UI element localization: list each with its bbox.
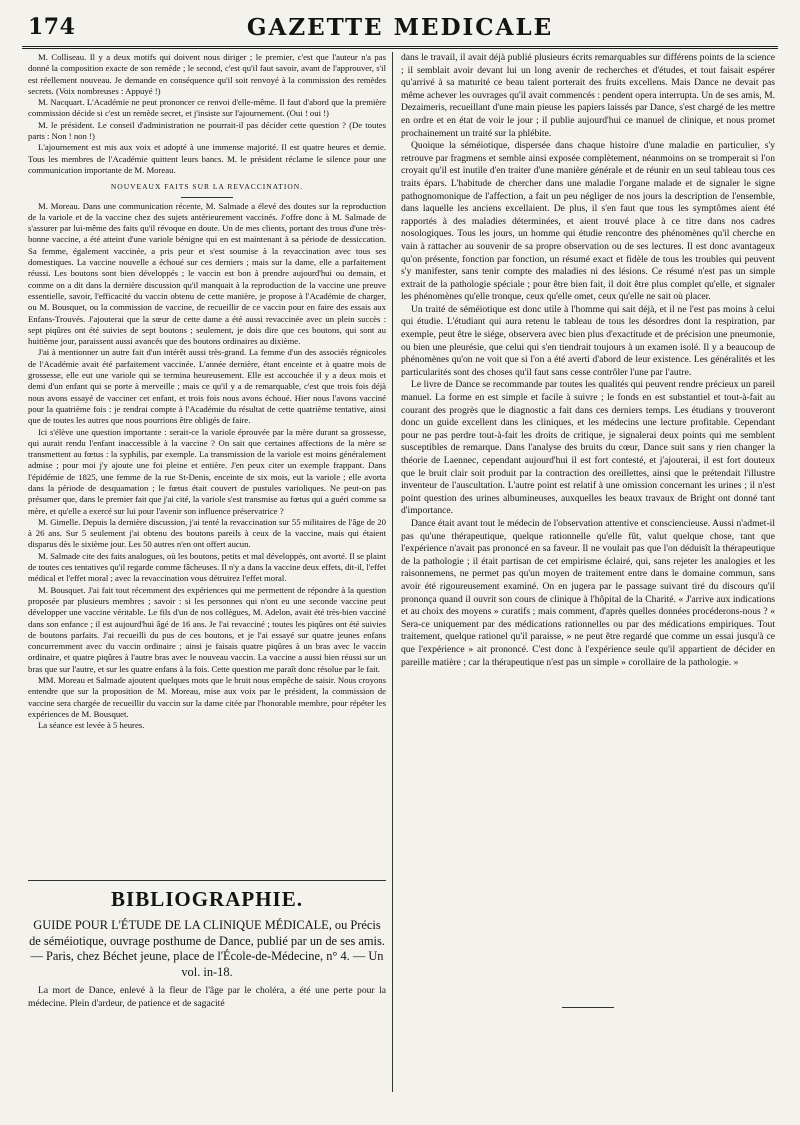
paragraph: M. Bousquet. J'ai fait tout récemment des expériences qui me permettent de répondre à la question proposée par plusieurs membres ; savoir : si les personnes qui n'ont eu une seconde vaccine peut développer une vaccine véritable. Le fils d'un de nos collègues, M. Adelon, avait été très-bien vacciné dans son enfance ; il est aujourd'hui âgé de 16 ans. Je l'ai revacciné ; toutes les piqûres ont été suivies de boutons parfaits. J'ai recueilli du pus de ces boutons, et je l'ai essayé sur quatre jeunes enfans concurremment avec du vaccin ordinaire ; ainsi je faisais quatre piqûres à un bras avec le vaccin ordinaire, et quatre piqûres à l'autre bras avec le nouveau vaccin. La vaccine a aussi bien réussi sur un bras que sur l'autre, et sur les quatre enfans à la fois. Cette question me paraît donc résolue par le fait. [28,584,386,674]
paragraph: La séance est levée à 5 heures. [38,720,145,731]
page-header [28,14,772,42]
paragraph: M. le président. Le conseil d'administration ne pourrait-il pas décider cette question ? (De toutes parts : Non ! non !) [28,119,386,142]
subheading-rule [181,197,233,198]
paragraph: M. Moreau. Dans une communication récente, M. Salmade a élevé des doutes sur la reproduction de la variole et de la vaccine chez des sujets antérieurement vaccinés. J'offre donc à M. Salmade de s'assurer par lui-même des faits qu'il révoque en doute. Un de mes clients, portant des trous d'une très-bonne vaccine, a été atteint d'une variole bénigne qui en est maintenant à sa période de dessiccation. Sa femme, également vaccinée, a pris peur et s'est soumise à la revaccination avec tous ses domestiques. La vaccine nouvelle a échoué sur ces derniers ; mais sur la dame, elle a parfaitement réussi. Les boutons sont bien développés ; le vaccin est bon à prendre aujourd'hui ou demain, et comme on a dit dans la dernière discussion qu'il manquait à la reproduction de la vaccine une preuve essentielle, savoir, l'efficacité du vaccin obtenu de cette manière, je propose à l'Académie de charger, ou M. Bousquet, ou la commission de vaccine, de recueillir de ce vaccin pour en faire des essais aux Enfans-Trouvés. J'ajouterai que la sœur de cette dame a été aussi revaccinée avec un plein succès : sept piqûres ont été suivies de sept boutons ; seulement, je dois dire que ces boutons, qui sont au huitième jour, paraissent aussi avancés que des boutons ordinaires au dixième. [28,200,386,347]
section-subheading: NOUVEAUX FAITS SUR LA REVACCINATION. [110,182,304,192]
paragraph: dans le travail, il avait déjà publié plusieurs écrits remarquables sur différens points de la science ; il semblait avoir devant lui un long avenir de recherches et d'études, et tout faisait espérer qu'arrivé à sa maturité ce beau talent porterait des fruits excellens. Mais Dance ne devait pas même achever les ouvrages qu'il avait commencés : pendent opera interrupta. Un de ses amis, M. Dezaimeris, recueillant d'une main pieuse les papiers laissés par Dance, s'est chargé de les mettre en ordre et en état de voir le jour ; il publie aujourd'hui ce manuel de clinique, et nous promet prochainement un traité sur la phlébite. [401,52,775,139]
paragraph: Un traité de séméiotique est donc utile à l'homme qui sait déjà, et il ne l'est pas moins à celui qui étudie. L'étudiant qui aura retenu le tableau de tous les désordres dont la respiration, par exemple, peut être le siége, observera avec bien plus d'exactitude et de précision une pneumonie, ou bien une pleurésie, que celui qui s'en tiendrait toujours à un examen isolé. Il y a beaucoup de phénomènes qu'on ne voit que si l'on a été averti d'abord de leur existence. Les généralités et les particularités sont des choses qu'il faut sans cesse contrôler l'une par l'autre. [401,303,775,378]
masthead-title: GAZETTE MEDICALE [246,14,554,41]
column-divider [392,52,393,1092]
section-divider [28,880,386,881]
paragraph: M. Nacquart. L'Académie ne peut prononcer ce renvoi d'elle-même. Il faut d'abord que la première commission décide si c'est un remède secret, et j'insiste sur l'ajournement. (Oui ! oui !) [28,97,386,119]
paragraph: Quoique la séméiotique, dispersée dans chaque histoire d'une maladie en particulier, s'y retrouve par fragmens et semble ainsi exposée complètement, néanmoins on se tromperait si l'on croyait qu'il est inutile d'en traiter d'une manière générale et de réunir en un seul tableau tous ces traits épars. L'habitude de chercher dans une maladie l'organe malade et de signaler le signe pathognomonique de l'affection, a fait un peu négliger de nos jours la description de l'ensemble, dans laquelle les anciens excellaient. De plus, il s'en faut que tous les symptômes aient été rapportés à des maladies déterminées, et aient trouvé place à ce titre dans nos cadres nosologiques. Tous les jours, un homme qui étudie rencontre des phénomènes qu'il cherche en vain à rattacher au souvenir de sa propre observation ou de ses lectures. Il est donc avantageux qu'on présente, fonction par fonction, un résumé exact et fidèle de tous les troubles qui peuvent s'y manifester, sans tenir compte des maladies ni des lésions. Ce résumé n'est pas un simple extrait de la pathologie spéciale ; pour être bien fait, il doit être plus complet qu'elle, et signaler les phénomènes qu'elle tronque, ceux qu'elle omet, ceux qu'elle ne sait où placer. [401,140,775,303]
bibliography-heading: BIBLIOGRAPHIE. [111,887,303,911]
paragraph: L'ajournement est mis aux voix et adopté à une immense majorité. Il est quatre heures et demie. Tous les membres de l'Académie quittent leurs bancs. M. le président réclame le silence pour une communication importante de M. Moreau. [28,142,386,175]
paragraph: Dance était avant tout le médecin de l'observation attentive et consciencieuse. Aussi n'admet-il pas qu'une thérapeutique, quelque rationnelle qu'elle fût, valut quelque chose, tant que l'expérience n'avait pas prononcé en sa faveur. Il ne voulait pas que l'on déduisît la thérapeutique de la pathologie ; il était partisan de cet empirisme éclairé, qui, sans rejeter les analogies et les raisonnemens, ne permet pas qu'un moyen de traitement entre dans le domaine commun, sans avoir été rigoureusement examiné. On en jugera par le passage suivant tiré du discours qu'il prononça quand il ouvrit son cours de clinique à l'hôpital de la Charité. « J'arrive aux indications et au choix des moyens » curatifs ; mais comment, d'après quelles données procéderons-nous ? « Sera-ce uniquement par des médications rationnelles ou par des médications empiriques. Tout traitement, quelque rationel qu'il paraisse, » ne peut être regardé que comme un essai jusqu'à ce que l'expérience » ait prononcé. C'est donc à l'expérience seule qu'il appartient de décider en pareille matière ; car la thérapeutique n'est pas un simple » corollaire de la pathologie. » [401,517,775,668]
page-number: 174 [28,14,76,40]
header-rule [22,46,778,49]
paragraph: Ici s'élève une question importante : serait-ce la variole éprouvée par la mère durant sa grossesse, qui aurait rendu l'enfant inaccessible à la vaccine ? On sait que certaines affections de la mère se transmettent au fœtus : la syphilis, par exemple. La transmission de la variole est moins généralement admise ; pour moi j'y ajoute une foi pleine et entière. J'en peux citer un exemple frappant. Dans l'épidémie de 1825, une femme de la rue St-Denis, enceinte de six mois, eut la variole ; elle avorta dans la période de desquamation ; le fœtus était couvert de pustules varioliques. Ne peut-on pas présumer que, dans le premier fait que j'ai cité, la variole s'est transmise au fœtus qui a guéri comme sa mère, et qu'elle a exercé sur lui pour l'avenir son influence préservatrice ? [28,426,386,516]
left-column [28,52,386,977]
paragraph: M. Gimelle. Depuis la dernière discussion, j'ai tenté la revaccination sur 55 militaires de l'âge de 20 à 26 ans. Sur 5 seulement j'ai obtenu des boutons pareils à ceux de la vaccine, mais qui étaient disparus dès le sixième jour. Les 50 autres n'en ont offert aucun. [28,516,386,550]
paragraph: M. Salmade cite des faits analogues, où les boutons, petits et mal développés, ont avorté. Il se plaint de toutes ces tentatives qu'il regarde comme fâcheuses. Il n'y a dans la vaccine deux effets, dit-il, l'effet médical et l'effet moral ; avec la revaccination vous détruirez l'effet moral. [28,550,386,584]
right-column [401,52,775,992]
end-rule [562,1007,614,1008]
paragraph: Le livre de Dance se recommande par toutes les qualités qui peuvent rendre précieux un pareil manuel. La forme en est simple et facile à suivre ; le fonds en est substantiel et tout-à-fait au courant des progrès que le diagnostic a fait dans ces derniers temps. Les étudians y trouveront donc un guide excellent dans les cliniques, et les médecins une lecture profitable. Cependant pour ne pas perdre tout-à-fait les droits de critique, je signalerai deux points qui me semblent susceptibles de remarque. Dans l'analyse des bruits du cœur, Dance suit sans y rien changer la théorie de Laennec, cependant aujourd'hui il est fort contesté, et j'ajouterai, il est fort douteux que le bruit clair soit produit par la contraction des oreillettes, ainsi que le prétendait l'illustre inventeur de l'auscultation. L'autre point est relatif à une omission concernant les urines ; il n'est point question des urines albumineuses, auxquelles les beaux travaux de Bright ont donné tant d'importance. [401,379,775,517]
review-opening [28,985,386,1055]
paragraph: La mort de Dance, enlevé à la fleur de l'âge par le choléra, a été une perte pour la médecine. Plein d'ardeur, de patience et de sagacité [28,985,386,1009]
paragraph: M. Colliseau. Il y a deux motifs qui doivent nous diriger ; le premier, c'est que l'auteur n'a pas donné la composition exacte de son remède ; le second, c'est qu'il faut savoir, avant de l'approuver, s'il est réellement nouveau. Je demande en conséquence qu'il soit renvoyé à la commission des remèdes secrets. (Voix nombreuses : Appuyé !) [28,52,386,96]
paragraph: MM. Moreau et Salmade ajoutent quelques mots que le bruit nous empêche de saisir. Nous croyons entendre que sur la proposition de M. Moreau, mise aux voix par le président, la commission de vaccine sera chargée de recueillir du vaccin sur la dame citée par l'honorable membre, pour répéter les expériences de M. Bousquet. [28,675,386,719]
bibliography-entry: GUIDE POUR L'ÉTUDE DE LA CLINIQUE MÉDICALE, ou Précis de séméiotique, ouvrage posthume de Dance, publié par un de ses amis. — Paris, chez Béchet jeune, place de l'École-de-Médecine, n° 4. — Un vol. in-18. [29,918,385,979]
paragraph: J'ai à mentionner un autre fait d'un intérêt aussi très-grand. La femme d'un des associés régnicoles de l'Académie avait été parfaitement vaccinée. L'année dernière, étant enceinte et à quatre mois de grossesse, elle eut une variole qui se termina heureusement. Elle est accouchée il y a deux mois et demi d'un enfant qui se porte à merveille ; mais ce qu'il y a de remarquable, c'est que trois fois déjà nous avons essayé de vacciner cet enfant, et trois fois nous avons échoué. Hier nous l'avons vacciné pour la quatrième fois : je rendrai compte à l'Académie du résultat de cette quatrième tentative, ainsi que de toutes les autres que nous pourrions être obligés de faire. [28,347,386,426]
